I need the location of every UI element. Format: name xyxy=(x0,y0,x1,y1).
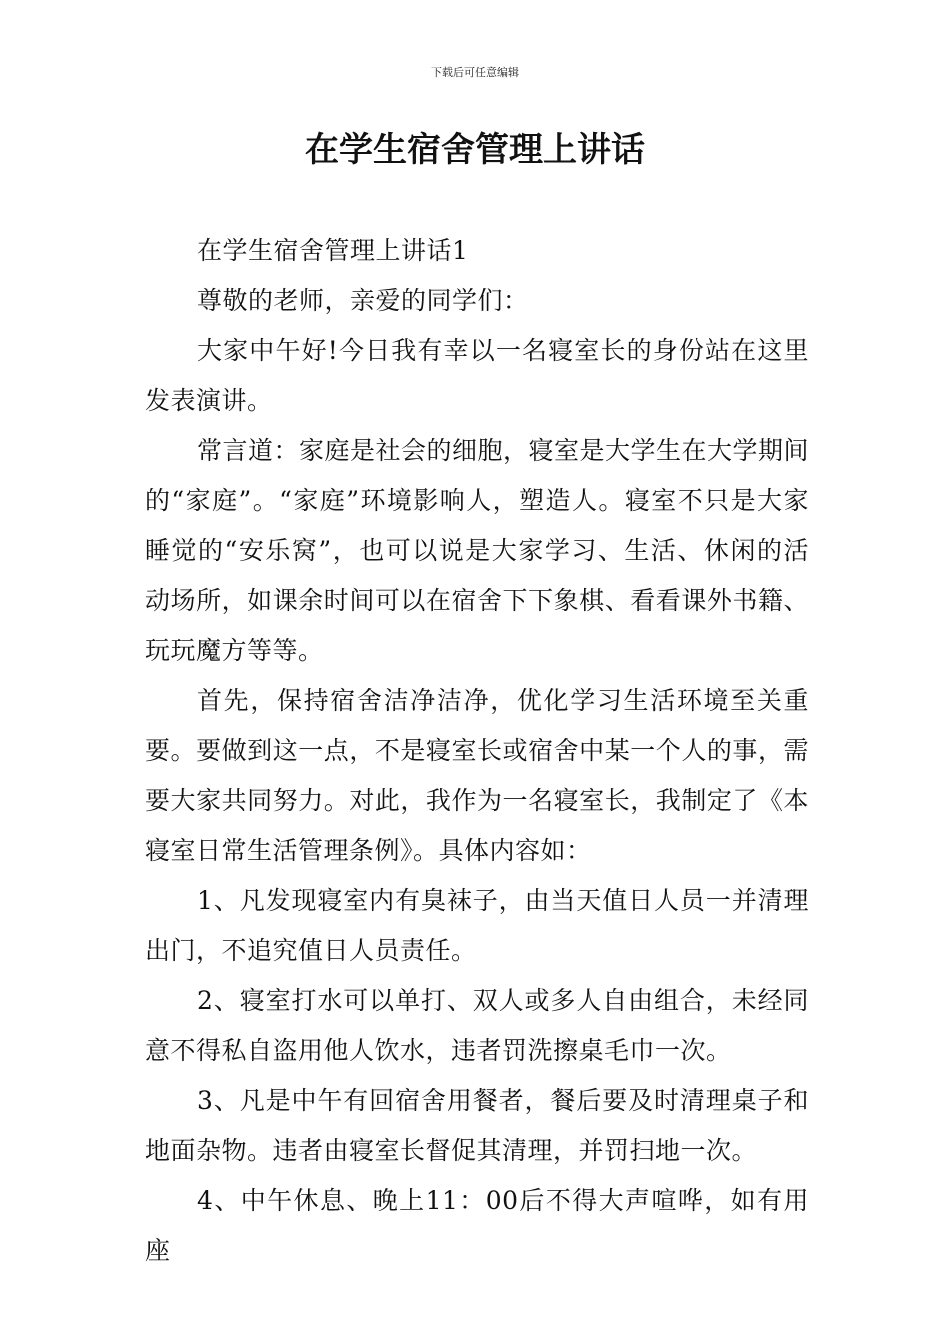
paragraph-dorm-as-home: 常言道：家庭是社会的细胞，寝室是大学生在大学期间的“家庭”。“家庭”环境影响人，塑造人。寝室不只是大家睡觉的“安乐窝”，也可以说是大家学习、生活、休闲的活动场所，如课余时间可以在宿舍下下象棋、看看课外书籍、玩玩魔方等等。 xyxy=(145,436,810,665)
paragraph-subtitle: 在学生宿舍管理上讲话1 xyxy=(197,236,469,265)
document-title: 在学生宿舍管理上讲话 xyxy=(305,130,645,170)
paragraph-rule-3: 3、凡是中午有回宿舍用餐者，餐后要及时清理桌子和地面杂物。违者由寝室长督促其清理，并罚扫地一次。 xyxy=(145,1086,809,1165)
paragraph-cleanliness: 首先，保持宿舍洁净洁净，优化学习生活环境至关重要。要做到这一点，不是寝室长或宿舍中某一个人的事，需要大家共同努力。对此，我作为一名寝室长，我制定了《本寝室日常生活管理条例》。具体内容如： xyxy=(145,686,809,865)
paragraph-salutation: 尊敬的老师，亲爱的同学们： xyxy=(197,286,529,315)
header-note: 下载后可任意编辑 xyxy=(431,66,519,79)
document-body xyxy=(145,226,809,1276)
paragraph-rule-1: 1、凡发现寝室内有臭袜子，由当天值日人员一并清理出门，不追究值日人员责任。 xyxy=(145,886,809,965)
paragraph-rule-2: 2、寝室打水可以单打、双人或多人自由组合，未经同意不得私自盗用他人饮水，违者罚洗擦桌毛巾一次。 xyxy=(145,986,809,1065)
paragraph-rule-4: 4、中午休息、晚上11：00后不得大声喧哗，如有用座 xyxy=(145,1186,809,1265)
paragraph-greeting: 大家中午好!今日我有幸以一名寝室长的身份站在这里发表演讲。 xyxy=(145,336,809,415)
